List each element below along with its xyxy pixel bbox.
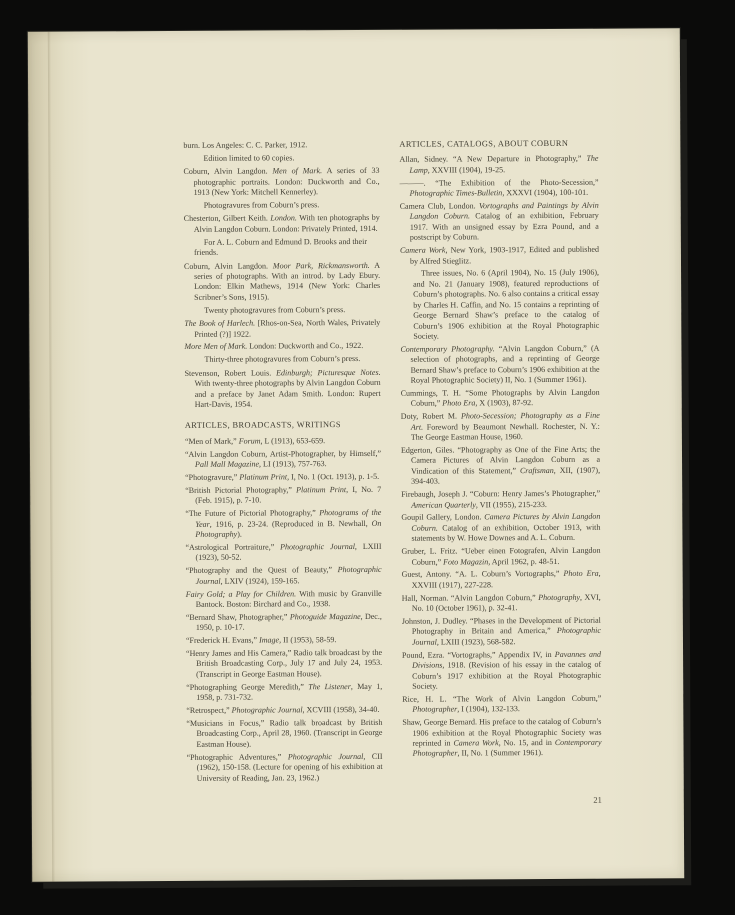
bibliography-entry: “Musicians in Focus,” Radio talk broadcast by British Broadcasting Corp., April 28, 1960. (Transcript in George Eastman House). (186, 717, 383, 749)
bibliography-note: Twenty photogravures from Coburn’s press. (204, 304, 346, 315)
bibliography-entry: “The Future of Pictorial Photography,” Photograms of the Year, 1916, p. 23-24. (Reproduced in B. Newhall, On Photography). (185, 508, 382, 539)
bibliography-entry: “Photography and the Quest of Beauty,” Photographic Journal, LXIV (1924), 159-165. (185, 565, 382, 586)
bibliography-entry: Hall, Norman. “Alvin Langdon Coburn,” Photography, XVI, No. 10 (October 1961), p. 32-41. (401, 592, 601, 613)
bibliography-entry: “Henry James and His Camera,” Radio talk broadcast by the British Broadcasting Corp., July 17 and July 24, 1953. (Transcript in George Eastman House). (186, 647, 383, 679)
bibliography-entry: Fairy Gold; a Play for Children. With music by Granville Bantock. Boston: Birchard and Co., 1938. (185, 588, 382, 609)
bibliography-entry: Camera Work, New York, 1903-1917, Edited and published by Alfred Stieglitz. (399, 244, 599, 266)
bibliography-entry: “Photogravure,” Platinum Print, I, No. 1 (Oct. 1913), p. 1-5. (185, 471, 380, 482)
bibliography-entry: Guest, Antony. “A. L. Coburn’s Vortographs,” Photo Era, XXVIII (1917), 227-228. (401, 569, 601, 590)
bibliography-entry: “Photographing George Meredith,” The Listener, May 1, 1958, p. 731-732. (186, 681, 383, 703)
bibliography-entry: Allan, Sidney. “A New Departure in Photography,” The Lamp, XXVIII (1904), 19-25. (399, 154, 599, 175)
section-heading: ARTICLES, CATALOGS, ABOUT COBURN (399, 138, 569, 149)
bibliography-entry: Stevenson, Robert Louis. Edinburgh; Picturesque Notes. With twenty-three photographs by Alvin Langdon Coburn and a preface by Janet Adam Smith. London: Rupert Hart-Davis, 1954. (184, 367, 381, 409)
bibliography-entry: Firebaugh, Joseph J. “Coburn: Henry James’s Photographer,” American Quarterly, VII (1955), 215-233. (401, 488, 601, 510)
bibliography-column-left (183, 140, 382, 786)
bibliography-entry: ———. “The Exhibition of the Photo-Secession,” Photographic Times-Bulletin, XXXVI (1904), 100-101. (399, 177, 599, 198)
bibliography-note: For A. L. Coburn and Edmund D. Brooks and their friends. (193, 236, 368, 258)
book-page (28, 28, 684, 881)
bibliography-entry: “Bernard Shaw, Photographer,” Photoguide Magazine, Dec., 1950, p. 10-17. (185, 611, 382, 633)
bibliography-note: Thirty-three photogravures from Coburn’s press. (204, 354, 361, 365)
bibliography-entry: Gruber, L. Fritz. “Ueber einen Fotografen, Alvin Langdon Coburn,” Foto Magazin, April 1962, p. 48-51. (401, 545, 601, 567)
bibliography-note: Edition limited to 60 copies. (203, 153, 295, 163)
bibliography-entry: Edgerton, Giles. “Photography as One of the Fine Arts; the Camera Pictures of Alvin Langdon Coburn as a Vindication of this Statement,” Craftsman, XII, (1907), 394-403. (400, 444, 601, 486)
bibliography-entry: “Photographic Adventures,” Photographic Journal, CII (1962), 150-158. (Lecture for opening of his exhibition at University of Reading, Jan. 23, 1962.) (186, 751, 383, 783)
page-number: 21 (593, 794, 602, 805)
bibliography-entry: “Alvin Langdon Coburn, Artist-Photographer, by Himself,” Pall Mall Magazine, LI (1913), 757-763. (184, 448, 382, 469)
bibliography-note-block: Three issues, No. 6 (April 1904), No. 15 (July 1906), and No. 21 (January 1908), featured reproductions of Coburn’s photographs. No. 6 also contains a critical essay by Charles H. Caffin, and No. 15 contains a reprinting of George Bernard Shaw’s preface to the catalog of Coburn’s 1906 exhibition at the Royal Photographic Society. (413, 268, 600, 341)
bibliography-entry: “Retrospect,” Photographic Journal, XCVIII (1958), 34-40. (186, 704, 380, 715)
bibliography-entry: The Book of Harlech. [Rhos-on-Sea, North Wales, Privately Printed (?)] 1922. (184, 317, 381, 339)
bibliography-entry: Cummings, T. H. “Some Photographs by Alvin Langdon Coburn,” Photo Era, X (1903), 87-92. (400, 387, 600, 409)
bibliography-entry: “Astrological Portraiture,” Photographic Journal, LXIII (1923), 50-52. (185, 541, 382, 563)
bibliography-entry: Shaw, George Bernard. His preface to the catalog of Coburn’s 1906 exhibition at the Royal Photographic Society was reprinted in Camera Work, No. 15, and in Contemporary Photographer, II, No. 1 (Summer 1961). (402, 716, 602, 759)
bibliography-column-right (399, 139, 601, 762)
bibliography-note: Photogravures from Coburn’s press. (203, 200, 320, 210)
bibliography-entry: Goupil Gallery, London. Camera Pictures by Alvin Langdon Coburn. Catalog of an exhibition, October 1913, with statements by W. Howe Downes and A. L. Coburn. (401, 512, 601, 543)
bibliography-entry: “Men of Mark,” Forum, L (1913), 653-659. (184, 435, 326, 446)
bibliography-entry: Camera Club, London. Vortographs and Paintings by Alvin Langdon Coburn. Catalog of an exhibition, February 1917. With an unsigned essay by Ezra Pound, and a postscript by Coburn. (399, 200, 599, 242)
bibliography-entry: “British Pictorial Photography,” Platinum Print, I, No. 7 (Feb. 1915), p. 7-10. (185, 484, 382, 506)
bibliography-entry: burn. Los Angeles: C. C. Parker, 1912. (183, 140, 308, 150)
bibliography-entry: Coburn, Alvin Langdon. Men of Mark. A series of 33 photographic portraits. London: Duckworth and Co., 1913 (New York: Mitchell Kennerley). (183, 166, 380, 197)
bibliography-entry: Chesterton, Gilbert Keith. London. With ten photographs by Alvin Langdon Coburn. London: Privately Printed, 1914. (183, 213, 380, 234)
section-heading: ARTICLES, BROADCASTS, WRITINGS (184, 420, 341, 431)
bibliography-entry: Rice, H. L. “The Work of Alvin Langdon Coburn,” Photographer, I (1904), 132-133. (402, 693, 602, 715)
bibliography-entry: Johnston, J. Dudley. “Phases in the Development of Pictorial Photography in Britain and America,” Photographic Journal, LXIII (1923), 568-582. (401, 615, 601, 647)
bibliography-entry: More Men of Mark. London: Duckworth and Co., 1922. (184, 341, 364, 352)
bibliography-entry: Contemporary Photography. “Alvin Langdon Coburn,” (A selection of photographs, and a reprinting of George Bernard Shaw’s preface to Coburn’s 1906 exhibition at the Royal Photographic Society) II, No. 1 (Summer 1961). (400, 343, 600, 385)
bibliography-entry: Coburn, Alvin Langdon. Moor Park, Rickmansworth. A series of photographs. With an introd. by Lady Ebury. London: Elkin Mathews, 1914 (New York: Charles Scribner’s Sons, 1915). (183, 260, 381, 302)
bibliography-entry: “Frederick H. Evans,” Image, II (1953), 58-59. (185, 635, 337, 646)
bibliography-entry: Pound, Ezra. “Vortographs,” Appendix IV, in Pavannes and Divisions, 1918. (Revision of his essay in the catalog of Coburn’s 1917 exhibition at the Royal Photographic Society. (402, 649, 602, 691)
page-gutter-fold (48, 32, 55, 882)
bibliography-entry: Doty, Robert M. Photo-Secession; Photography as a Fine Art. Foreword by Beaumont Newhall. Rochester, N. Y.: The George Eastman House, 1960. (400, 410, 600, 442)
